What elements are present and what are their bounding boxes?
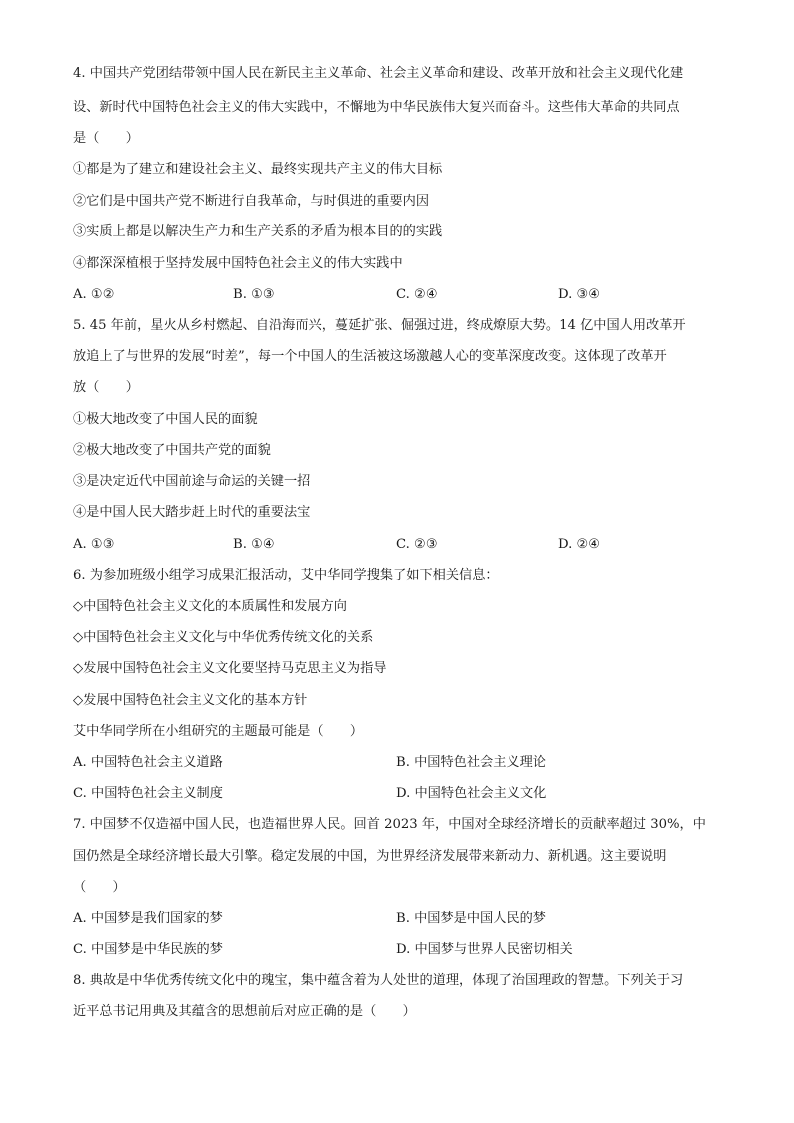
q6-option-b[interactable]: B. 中国特色社会主义理论 bbox=[396, 755, 546, 770]
q8-stem-line-1: 8. 典故是中华优秀传统文化中的瑰宝，集中蕴含着为人处世的道理，体现了治国理政的智慧。下列关于习 bbox=[73, 973, 684, 988]
q7-options-row-2 bbox=[73, 941, 723, 959]
q7-options-row-1 bbox=[73, 910, 723, 928]
q6-item-3: ◇发展中国特色社会主义文化要坚持马克思主义为指导 bbox=[73, 661, 387, 676]
q4-option-d[interactable]: D. ③④ bbox=[558, 287, 601, 302]
q4-item-2: ②它们是中国共产党不断进行自我革命，与时俱进的重要内因 bbox=[73, 194, 430, 209]
q4-stem-line-2: 设、新时代中国特色社会主义的伟大实践中，不懈地为中华民族伟大复兴而奋斗。这些伟大革命的共同点 bbox=[73, 100, 680, 115]
q7-stem-line-3: （ ） bbox=[73, 880, 126, 895]
q5-option-a[interactable]: A. ①③ bbox=[73, 537, 115, 552]
q6-item-4: ◇发展中国特色社会主义文化的基本方针 bbox=[73, 693, 308, 708]
q7-stem-line-1: 7. 中国梦不仅造福中国人民，也造福世界人民。回首 2023 年，中国对全球经济增长的贡献率超过 30%，中 bbox=[73, 817, 706, 832]
q4-options bbox=[73, 286, 723, 304]
q5-item-4: ④是中国人民大踏步赶上时代的重要法宝 bbox=[73, 505, 311, 520]
q6-item-1: ◇中国特色社会主义文化的本质属性和发展方向 bbox=[73, 599, 347, 614]
q5-option-b[interactable]: B. ①④ bbox=[233, 537, 275, 552]
q6-option-a[interactable]: A. 中国特色社会主义道路 bbox=[73, 755, 223, 770]
q4-item-3: ③实质上都是以解决生产力和生产关系的矛盾为根本目的的实践 bbox=[73, 224, 443, 239]
q4-option-a[interactable]: A. ①② bbox=[73, 287, 115, 302]
q6-item-2: ◇中国特色社会主义文化与中华优秀传统文化的关系 bbox=[73, 630, 374, 645]
q6-stem-line-1: 6. 为参加班级小组学习成果汇报活动，艾中华同学搜集了如下相关信息： bbox=[73, 568, 499, 583]
q6-options-row-2 bbox=[73, 785, 723, 803]
q5-stem-line-1: 5. 45 年前，星火从乡村燃起、自沿海而兴，蔓延扩张、倔强过进，终成燎原大势。14 亿中国人用改革开 bbox=[73, 318, 686, 333]
q4-item-4: ④都深深植根于坚持发展中国特色社会主义的伟大实践中 bbox=[73, 256, 403, 271]
q5-option-d[interactable]: D. ②④ bbox=[558, 537, 601, 552]
q4-stem-line-3: 是（ ） bbox=[73, 131, 139, 146]
q5-item-2: ②极大地改变了中国共产党的面貌 bbox=[73, 443, 271, 458]
q7-option-b[interactable]: B. 中国梦是中国人民的梦 bbox=[396, 911, 546, 926]
q6-option-c[interactable]: C. 中国特色社会主义制度 bbox=[73, 786, 223, 801]
q5-item-3: ③是决定近代中国前途与命运的关键一招 bbox=[73, 474, 311, 489]
q6-question: 艾中华同学所在小组研究的主题最可能是（ ） bbox=[73, 724, 364, 739]
q5-options bbox=[73, 536, 723, 554]
q6-options-row-1 bbox=[73, 754, 723, 772]
q5-stem-line-3: 放（ ） bbox=[73, 380, 139, 395]
q7-option-a[interactable]: A. 中国梦是我们国家的梦 bbox=[73, 911, 223, 926]
q8-stem-line-2: 近平总书记用典及其蕴含的思想前后对应正确的是（ ） bbox=[73, 1004, 416, 1019]
q6-option-d[interactable]: D. 中国特色社会主义文化 bbox=[396, 786, 547, 801]
q7-stem-line-2: 国仍然是全球经济增长最大引擎。稳定发展的中国，为世界经济发展带来新动力、新机遇。这主要说明 bbox=[73, 849, 667, 864]
q5-option-c[interactable]: C. ②③ bbox=[396, 537, 438, 552]
q5-item-1: ①极大地改变了中国人民的面貌 bbox=[73, 412, 258, 427]
q5-stem-line-2: 放追上了与世界的发展“时差”，每一个中国人的生活被这场激越人心的变革深度改变。这体现了改革开 bbox=[73, 349, 667, 364]
q4-option-b[interactable]: B. ①③ bbox=[233, 287, 275, 302]
q7-option-d[interactable]: D. 中国梦与世界人民密切相关 bbox=[396, 942, 573, 957]
q4-item-1: ①都是为了建立和建设社会主义、最终实现共产主义的伟大目标 bbox=[73, 162, 443, 177]
q7-option-c[interactable]: C. 中国梦是中华民族的梦 bbox=[73, 942, 223, 957]
q4-stem-line-1: 4. 中国共产党团结带领中国人民在新民主主义革命、社会主义革命和建设、改革开放和社会主义现代化建 bbox=[73, 66, 684, 81]
q4-option-c[interactable]: C. ②④ bbox=[396, 287, 438, 302]
